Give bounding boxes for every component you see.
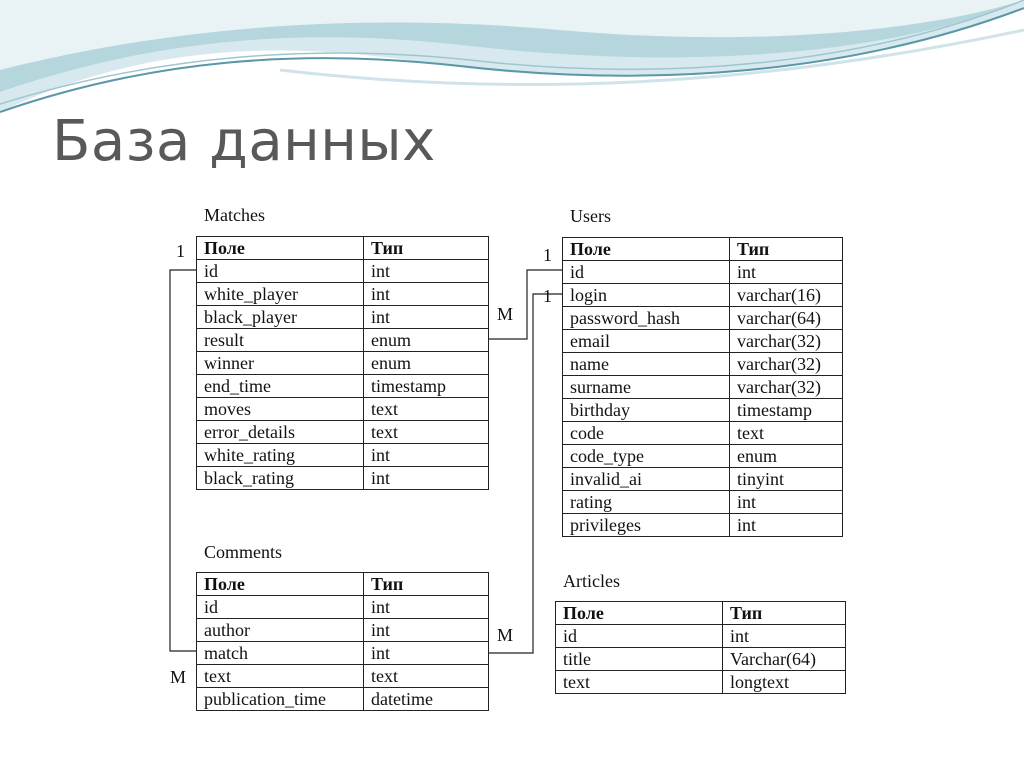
table-row	[197, 329, 489, 352]
comments-table-caption: Comments	[204, 542, 283, 562]
field-name-cell: privileges	[563, 514, 730, 537]
field-type-cell: enum	[730, 445, 843, 468]
field-type-cell: timestamp	[730, 399, 843, 422]
field-type-cell: Varchar(64)	[723, 648, 846, 671]
header-type: Тип	[364, 237, 489, 260]
field-name-cell: birthday	[563, 399, 730, 422]
field-name-cell: id	[197, 596, 364, 619]
field-type-cell: varchar(32)	[730, 376, 843, 399]
field-type-cell: text	[364, 665, 489, 688]
header-field: Поле	[197, 573, 364, 596]
field-name-cell: login	[563, 284, 730, 307]
table-row	[556, 625, 846, 648]
header-type: Тип	[730, 238, 843, 261]
table-row	[563, 353, 843, 376]
matches-header-row	[197, 237, 489, 260]
table-row	[563, 330, 843, 353]
matches-table	[196, 236, 489, 490]
table-row	[197, 688, 489, 711]
field-name-cell: id	[563, 261, 730, 284]
table-row	[563, 514, 843, 537]
field-type-cell: varchar(64)	[730, 307, 843, 330]
table-row	[197, 306, 489, 329]
cardinality-users-id-comments: 1	[543, 286, 552, 306]
link-comments-author-to-users-id	[488, 294, 562, 653]
field-type-cell: datetime	[364, 688, 489, 711]
cardinality-comments-match: M	[170, 667, 187, 687]
articles-table	[555, 601, 846, 694]
table-row	[563, 491, 843, 514]
field-name-cell: end_time	[197, 375, 364, 398]
field-name-cell: black_player	[197, 306, 364, 329]
field-name-cell: moves	[197, 398, 364, 421]
users-table-caption: Users	[570, 206, 611, 226]
cardinality-users-id-matches: 1	[543, 245, 552, 265]
link-matches-id-to-comments-match	[170, 270, 196, 651]
field-type-cell: int	[364, 283, 489, 306]
field-name-cell: text	[556, 671, 723, 694]
field-type-cell: varchar(16)	[730, 284, 843, 307]
field-type-cell: text	[364, 398, 489, 421]
field-type-cell: int	[730, 491, 843, 514]
table-row	[197, 398, 489, 421]
field-name-cell: white_player	[197, 283, 364, 306]
field-name-cell: author	[197, 619, 364, 642]
field-name-cell: password_hash	[563, 307, 730, 330]
field-name-cell: error_details	[197, 421, 364, 444]
table-row	[563, 422, 843, 445]
table-row	[563, 376, 843, 399]
table-row	[197, 283, 489, 306]
cardinality-matches-players: M	[497, 304, 514, 324]
field-name-cell: winner	[197, 352, 364, 375]
field-type-cell: int	[364, 596, 489, 619]
cardinality-comments-author: M	[497, 625, 514, 645]
table-row	[197, 642, 489, 665]
field-type-cell: varchar(32)	[730, 353, 843, 376]
field-name-cell: publication_time	[197, 688, 364, 711]
header-type: Тип	[364, 573, 489, 596]
field-name-cell: name	[563, 353, 730, 376]
table-row	[197, 444, 489, 467]
field-name-cell: surname	[563, 376, 730, 399]
field-name-cell: id	[556, 625, 723, 648]
field-type-cell: int	[730, 261, 843, 284]
header-field: Поле	[563, 238, 730, 261]
field-name-cell: code_type	[563, 445, 730, 468]
field-type-cell: longtext	[723, 671, 846, 694]
field-type-cell: int	[364, 642, 489, 665]
table-row	[563, 284, 843, 307]
field-type-cell: varchar(32)	[730, 330, 843, 353]
table-row	[197, 467, 489, 490]
field-name-cell: text	[197, 665, 364, 688]
field-type-cell: enum	[364, 352, 489, 375]
field-type-cell: tinyint	[730, 468, 843, 491]
table-row	[563, 468, 843, 491]
slide-title: База данных	[52, 109, 436, 174]
field-name-cell: result	[197, 329, 364, 352]
field-name-cell: match	[197, 642, 364, 665]
field-type-cell: text	[730, 422, 843, 445]
users-header-row	[563, 238, 843, 261]
field-type-cell: int	[364, 467, 489, 490]
field-name-cell: code	[563, 422, 730, 445]
header-type: Тип	[723, 602, 846, 625]
field-type-cell: int	[364, 260, 489, 283]
cardinality-matches-id: 1	[176, 241, 185, 261]
field-type-cell: int	[364, 619, 489, 642]
comments-table	[196, 572, 489, 711]
table-row	[563, 445, 843, 468]
table-row	[197, 375, 489, 398]
field-type-cell: text	[364, 421, 489, 444]
field-name-cell: rating	[563, 491, 730, 514]
field-name-cell: white_rating	[197, 444, 364, 467]
field-name-cell: title	[556, 648, 723, 671]
articles-header-row	[556, 602, 846, 625]
field-type-cell: int	[730, 514, 843, 537]
table-row	[197, 596, 489, 619]
table-row	[556, 648, 846, 671]
articles-table-caption: Articles	[563, 571, 620, 591]
field-type-cell: int	[723, 625, 846, 648]
table-row	[556, 671, 846, 694]
field-type-cell: enum	[364, 329, 489, 352]
table-row	[197, 260, 489, 283]
comments-header-row	[197, 573, 489, 596]
field-name-cell: id	[197, 260, 364, 283]
matches-table-caption: Matches	[204, 205, 265, 225]
field-name-cell: black_rating	[197, 467, 364, 490]
field-name-cell: email	[563, 330, 730, 353]
field-name-cell: invalid_ai	[563, 468, 730, 491]
field-type-cell: timestamp	[364, 375, 489, 398]
table-row	[197, 665, 489, 688]
field-type-cell: int	[364, 306, 489, 329]
table-row	[563, 307, 843, 330]
table-row	[197, 421, 489, 444]
header-field: Поле	[197, 237, 364, 260]
field-type-cell: int	[364, 444, 489, 467]
table-row	[197, 619, 489, 642]
users-table	[562, 237, 843, 537]
table-row	[563, 399, 843, 422]
table-row	[563, 261, 843, 284]
table-row	[197, 352, 489, 375]
header-field: Поле	[556, 602, 723, 625]
